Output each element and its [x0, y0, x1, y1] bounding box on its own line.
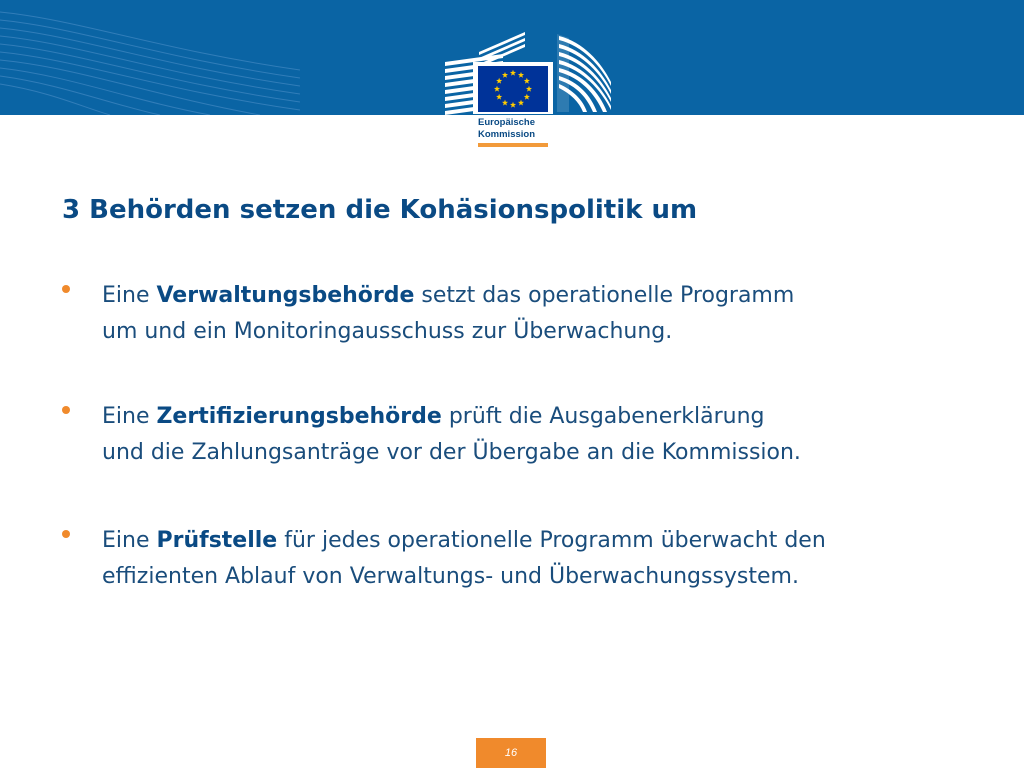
- page-number: 16: [504, 747, 518, 759]
- bullet-line-2: um und ein Monitoringausschuss zur Überwachung.: [102, 319, 673, 344]
- bullet-pre: Eine: [102, 404, 157, 429]
- bullet-post: setzt das operationelle Programm: [414, 283, 795, 308]
- eu-flag-icon: [478, 66, 548, 112]
- bullet-post: prüft die Ausgabenerklärung: [441, 404, 765, 429]
- bullet-line-1: [102, 399, 982, 435]
- bullet-line-1: [102, 523, 982, 559]
- bullet-dot-icon: [62, 530, 70, 538]
- logo-text: [478, 117, 558, 141]
- bullet-post: für jedes operationelle Programm überwacht den: [277, 528, 826, 553]
- bullet-line-2: und die Zahlungsanträge vor der Übergabe an die Kommission.: [102, 440, 801, 465]
- brand-line-1: Europäische: [478, 117, 536, 128]
- bullet-text-1: [102, 278, 982, 350]
- bullet-line-2: effizienten Ablauf von Verwaltungs- und Überwachungssystem.: [102, 564, 799, 589]
- bullet-pre: Eine: [102, 283, 157, 308]
- bullet-text-2: [102, 399, 982, 471]
- brand-line-2: Kommission: [478, 129, 536, 140]
- bullet-keyword: Zertifizierungsbehörde: [156, 404, 442, 429]
- bullet-pre: Eine: [102, 528, 157, 553]
- bullet-dot-icon: [62, 406, 70, 414]
- page-number-box: [476, 738, 546, 768]
- slide-title: 3 Behörden setzen die Kohäsionspolitik um: [62, 195, 698, 225]
- logo-underline: [478, 143, 548, 147]
- bullet-keyword: Verwaltungsbehörde: [156, 283, 415, 308]
- bullet-text-3: [102, 523, 982, 595]
- bullet-line-1: [102, 278, 982, 314]
- bullet-dot-icon: [62, 285, 70, 293]
- bullet-keyword: Prüfstelle: [156, 528, 278, 553]
- header-decorative-lines: [0, 0, 300, 115]
